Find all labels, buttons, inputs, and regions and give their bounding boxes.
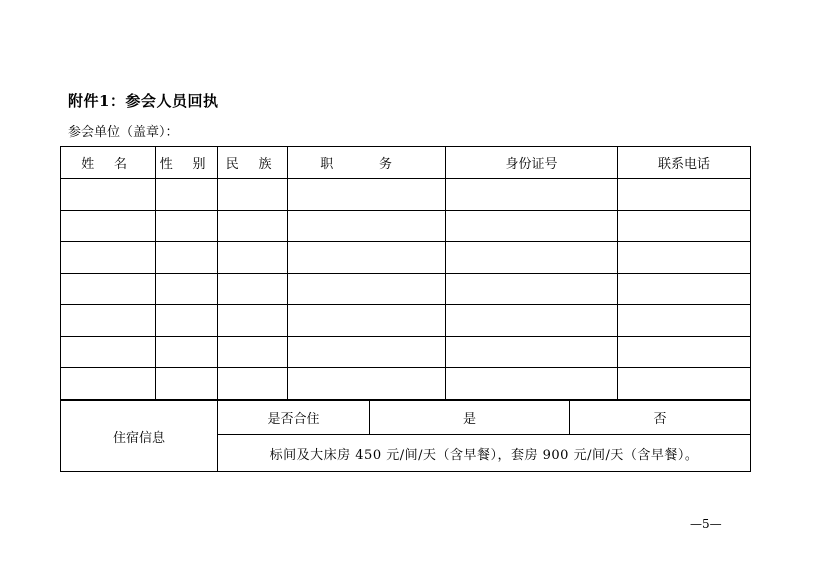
header-id-number: 身份证号 (446, 147, 618, 179)
header-phone: 联系电话 (618, 147, 751, 179)
gender-cell[interactable] (156, 336, 218, 368)
lodging-label: 住宿信息 (61, 401, 218, 472)
phone-cell[interactable] (618, 368, 751, 400)
header-gender: 性 别 (156, 147, 218, 179)
ethnicity-cell[interactable] (218, 273, 288, 305)
header-position: 职 务 (288, 147, 446, 179)
position-cell[interactable] (288, 210, 446, 242)
position-cell[interactable] (288, 336, 446, 368)
unit-label: 参会单位（盖章）： (68, 125, 179, 140)
gender-cell[interactable] (156, 368, 218, 400)
name-cell[interactable] (61, 368, 156, 400)
position-cell[interactable] (288, 179, 446, 211)
ethnicity-cell[interactable] (218, 179, 288, 211)
table-row (61, 179, 751, 211)
name-cell[interactable] (61, 273, 156, 305)
page-number: —5— (690, 517, 722, 531)
header-ethnicity: 民 族 (218, 147, 288, 179)
id-number-cell[interactable] (446, 242, 618, 274)
table-row (61, 368, 751, 400)
id-number-cell[interactable] (446, 305, 618, 337)
share-room-question: 是否合住 (218, 401, 370, 435)
table-row (61, 242, 751, 274)
gender-cell[interactable] (156, 179, 218, 211)
room-rate-note: 标间及大床房 450 元/间/天（含早餐），套房 900 元/间/天（含早餐）。 (218, 435, 751, 472)
page-title: 附件1：参会人员回执 (68, 92, 219, 110)
phone-cell[interactable] (618, 273, 751, 305)
ethnicity-cell[interactable] (218, 242, 288, 274)
phone-cell[interactable] (618, 305, 751, 337)
id-number-cell[interactable] (446, 210, 618, 242)
id-number-cell[interactable] (446, 179, 618, 211)
id-number-cell[interactable] (446, 273, 618, 305)
header-name: 姓 名 (61, 147, 156, 179)
ethnicity-cell[interactable] (218, 368, 288, 400)
name-cell[interactable] (61, 305, 156, 337)
gender-cell[interactable] (156, 210, 218, 242)
gender-cell[interactable] (156, 273, 218, 305)
phone-cell[interactable] (618, 242, 751, 274)
position-cell[interactable] (288, 273, 446, 305)
name-cell[interactable] (61, 242, 156, 274)
lodging-table (60, 400, 751, 472)
ethnicity-cell[interactable] (218, 210, 288, 242)
name-cell[interactable] (61, 210, 156, 242)
lodging-row (61, 401, 751, 435)
gender-cell[interactable] (156, 242, 218, 274)
table-row (61, 336, 751, 368)
position-cell[interactable] (288, 305, 446, 337)
id-number-cell[interactable] (446, 368, 618, 400)
table-row (61, 210, 751, 242)
ethnicity-cell[interactable] (218, 336, 288, 368)
share-room-no-option[interactable]: 否 (570, 401, 751, 435)
position-cell[interactable] (288, 242, 446, 274)
table-row (61, 273, 751, 305)
id-number-cell[interactable] (446, 336, 618, 368)
name-cell[interactable] (61, 179, 156, 211)
share-room-yes-option[interactable]: 是 (370, 401, 570, 435)
phone-cell[interactable] (618, 210, 751, 242)
ethnicity-cell[interactable] (218, 305, 288, 337)
table-header-row (61, 147, 751, 179)
gender-cell[interactable] (156, 305, 218, 337)
name-cell[interactable] (61, 336, 156, 368)
attendee-table (60, 146, 751, 400)
position-cell[interactable] (288, 368, 446, 400)
phone-cell[interactable] (618, 336, 751, 368)
table-row (61, 305, 751, 337)
phone-cell[interactable] (618, 179, 751, 211)
